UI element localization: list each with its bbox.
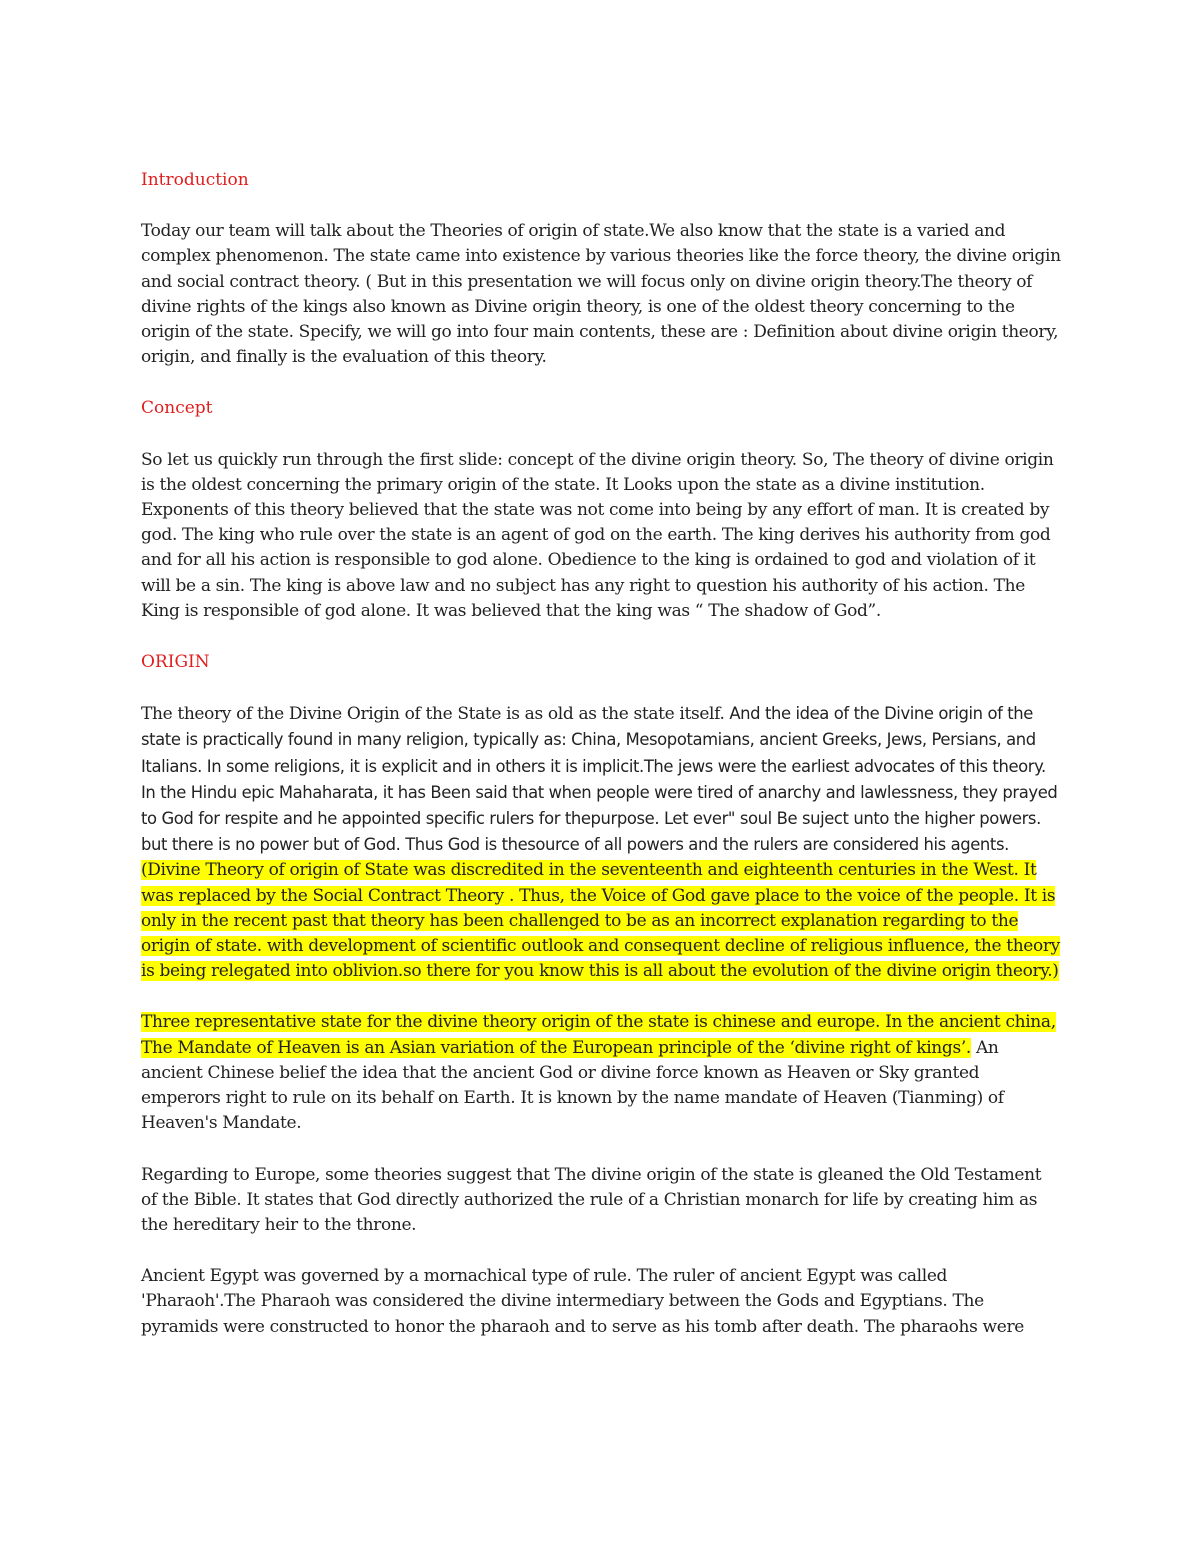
introduction-paragraph: Today our team will talk about the Theories of origin of state.We also know that the state is a varied and complex phenomenon. The state came into existence by various theories like the force theory, the divine origin and social contract theory. ( But in this presentation we will focus only on divine origin theory.The theory of divine rights of the kings also known as Divine origin theory, is one of the oldest theory concerning to the origin of the state. Specify, we will go into four main contents, these are : Definition about divine origin theory, origin, and finally is the evaluation of this theory. <box>141 221 1061 368</box>
section-heading-origin: ORIGIN <box>141 652 210 673</box>
section-heading-introduction: Introduction <box>141 170 249 190</box>
origin-p2-rest-text: An ancient Chinese belief the idea that the ancient God or divine force known as Heaven or Sky granted emperors right to rule on its behalf on Earth. It is known by the name mandate of Heaven (Tianming) of Heaven's Mandate. <box>141 1037 1004 1134</box>
origin-p1-sans-text: And the idea of the Divine origin of the state is practically found in many religion, typically as: China, Mesopotamians, ancient Greeks, Jews, Persians, and Italians. In some religions, it is explicit and in others it is implicit.The jews were the earliest advocates of this theory. In the Hindu epic Mahaharata, it has Been said that when people were tired of anarchy and lawlessness, they prayed to God for respite and he appointed specific rulers for thepurpose. Let ever" soul Be suject unto the higher powers. but there is no power but of God. Thus God is thesource of all powers and the rulers are considered his agents. <box>141 704 1058 855</box>
origin-p1-highlighted-text: (Divine Theory of origin of State was discredited in the seventeenth and eighteenth centuries in the West. It was replaced by the Social Contract Theory . Thus, the Voice of God gave place to the voice of the people. It is only in the recent past that theory has been challenged to be as an incorrect explanation regarding to the origin of state. with development of scientific outlook and consequent decline of religious influence, the theory is being relegated into oblivion.so there for you know this is all about the evolution of the divine origin theory.) <box>141 860 1060 982</box>
document-page <box>141 168 1061 1366</box>
concept-paragraph: So let us quickly run through the first slide: concept of the divine origin theory. So, The theory of divine origin is the oldest concerning the primary origin of the state. It Looks upon the state as a divine institution. Exponents of this theory believed that the state was not come into being by any effort of man. It is created by god. The king who rule over the state is an agent of god on the earth. The king derives his authority from god and for all his action is responsible to god alone. Obedience to the king is ordained to god and violation of it will be a sin. The king is above law and no subject has any right to question his authority of his action. The King is responsible of god alone. It was believed that the king was “ The shadow of God”. <box>141 449 1054 621</box>
origin-p2-highlighted-text: Three representative state for the divine theory origin of the state is chinese and europe. In the ancient china, The Mandate of Heaven is an Asian variation of the European principle of the ‘divine right of kings’. <box>141 1012 1056 1058</box>
origin-paragraph-1 <box>141 701 1061 984</box>
section-heading-concept: Concept <box>141 398 213 419</box>
origin-paragraph-3: Regarding to Europe, some theories suggest that The divine origin of the state is gleaned the Old Testament of the Bible. It states that God directly authorized the rule of a Christian monarch for life by creating him as the hereditary heir to the throne. <box>141 1164 1042 1235</box>
origin-paragraph-4: Ancient Egypt was governed by a mornachical type of rule. The ruler of ancient Egypt was called 'Pharaoh'.The Pharaoh was considered the divine intermediary between the Gods and Egyptians. The pyramids were constructed to honor the pharaoh and to serve as his tomb after death. The pharaohs were <box>141 1266 1024 1337</box>
origin-paragraph-2 <box>141 1010 1061 1136</box>
origin-p1-serif-lead: The theory of the Divine Origin of the State is as old as the state itself. <box>141 704 725 725</box>
